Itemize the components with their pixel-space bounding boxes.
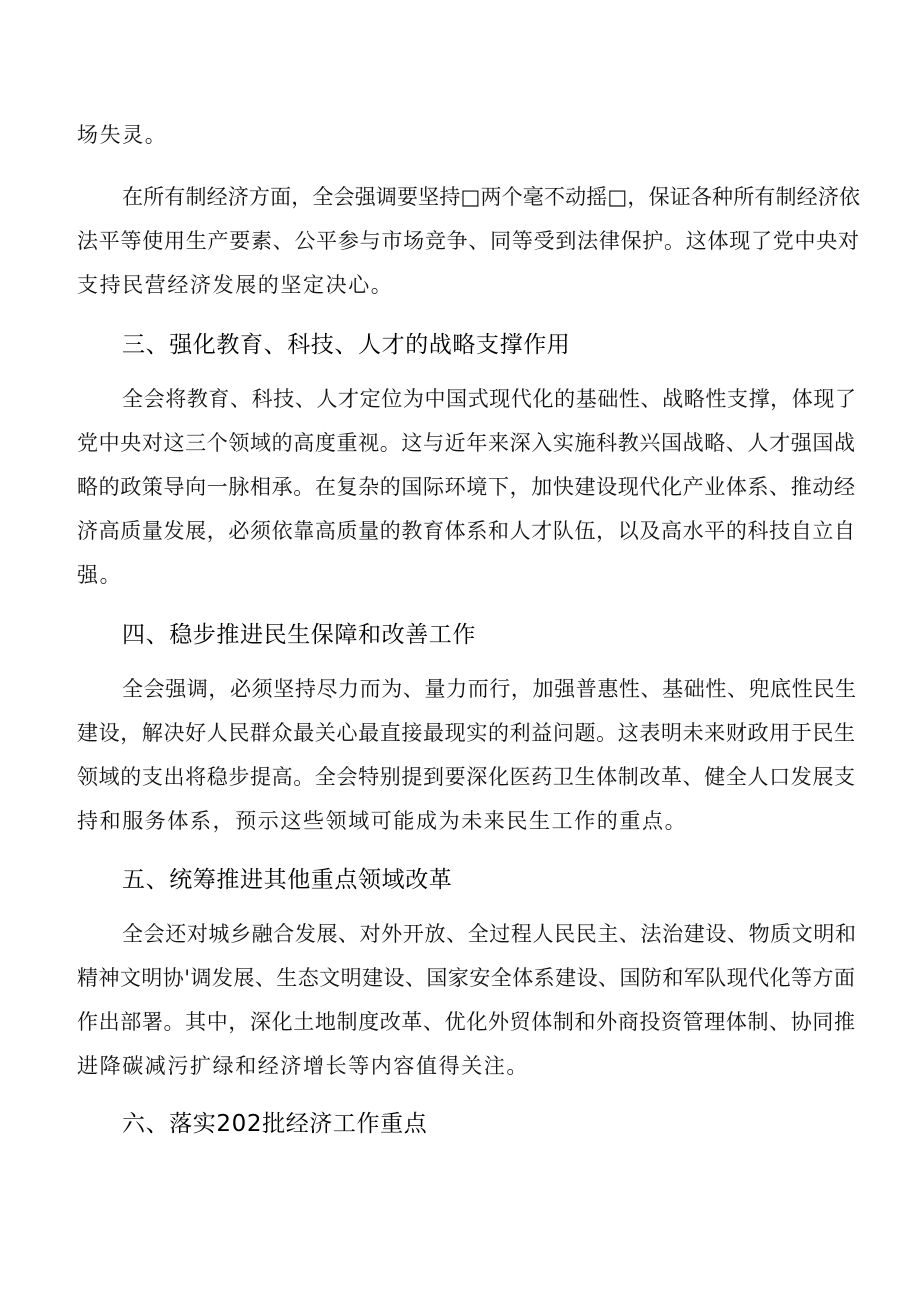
text-line: 党中央对这三个领域的高度重视。这与近年来深入实施科教兴国战略、人才强国战 xyxy=(77,431,855,455)
text-line: 强。 xyxy=(77,563,123,587)
text-line: 建设，解决好人民群众最关心最直接最现实的利益问题。这表明未来财政用于民生 xyxy=(77,721,855,745)
text-line: 全会还对城乡融合发展、对外开放、全过程人民民主、法治建设、物质文明和 xyxy=(122,922,856,946)
text-line: 精神文明协'调发展、生态文明建设、国家安全体系建设、国防和军队现代化等方面 xyxy=(77,966,855,990)
text-line: 济高质量发展，必须依靠高质量的教育体系和人才队伍，以及高水平的科技自立自 xyxy=(77,519,855,543)
text-line: 略的政策导向一脉相承。在复杂的国际环境下，加快建设现代化产业体系、推动经 xyxy=(77,475,855,499)
text-line: 进降碳减污扩绿和经济增长等内容值得关注。 xyxy=(77,1054,529,1078)
text-line: 全会强调，必须坚持尽力而为、量力而行，加强普惠性、基础性、兜底性民生 xyxy=(122,677,856,701)
text-line: 法平等使用生产要素、公平参与市场竞争、同等受到法律保护。这体现了党中央对 xyxy=(77,229,859,253)
text-line: 作出部署。其中，深化土地制度改革、优化外贸体制和外商投资管理体制、协同推 xyxy=(77,1010,855,1034)
section-heading: 三、强化教育、科技、人才的战略支撑作用 xyxy=(122,332,571,358)
text-line: 持和服务体系，预示这些领域可能成为未来民生工作的重点。 xyxy=(77,809,688,833)
text-line: 在所有制经济方面，全会强调要坚持□两个毫不动摇□，保证各种所有制经济依 xyxy=(122,185,860,209)
section-heading: 四、稳步推进民生保障和改善工作 xyxy=(122,622,476,648)
text-line: 支持民营经济发展的坚定决心。 xyxy=(77,273,394,297)
text-line: 场失灵。 xyxy=(77,123,168,147)
section-heading: 六、落实202批经济工作重点 xyxy=(122,1111,428,1137)
section-heading: 五、统筹推进其他重点领域改革 xyxy=(122,867,453,893)
text-line: 全会将教育、科技、人才定位为中国式现代化的基础性、战略性支撑，体现了 xyxy=(122,387,856,411)
text-line: 领域的支出将稳步提高。全会特别提到要深化医药卫生体制改革、健全人口发展支 xyxy=(77,765,855,789)
